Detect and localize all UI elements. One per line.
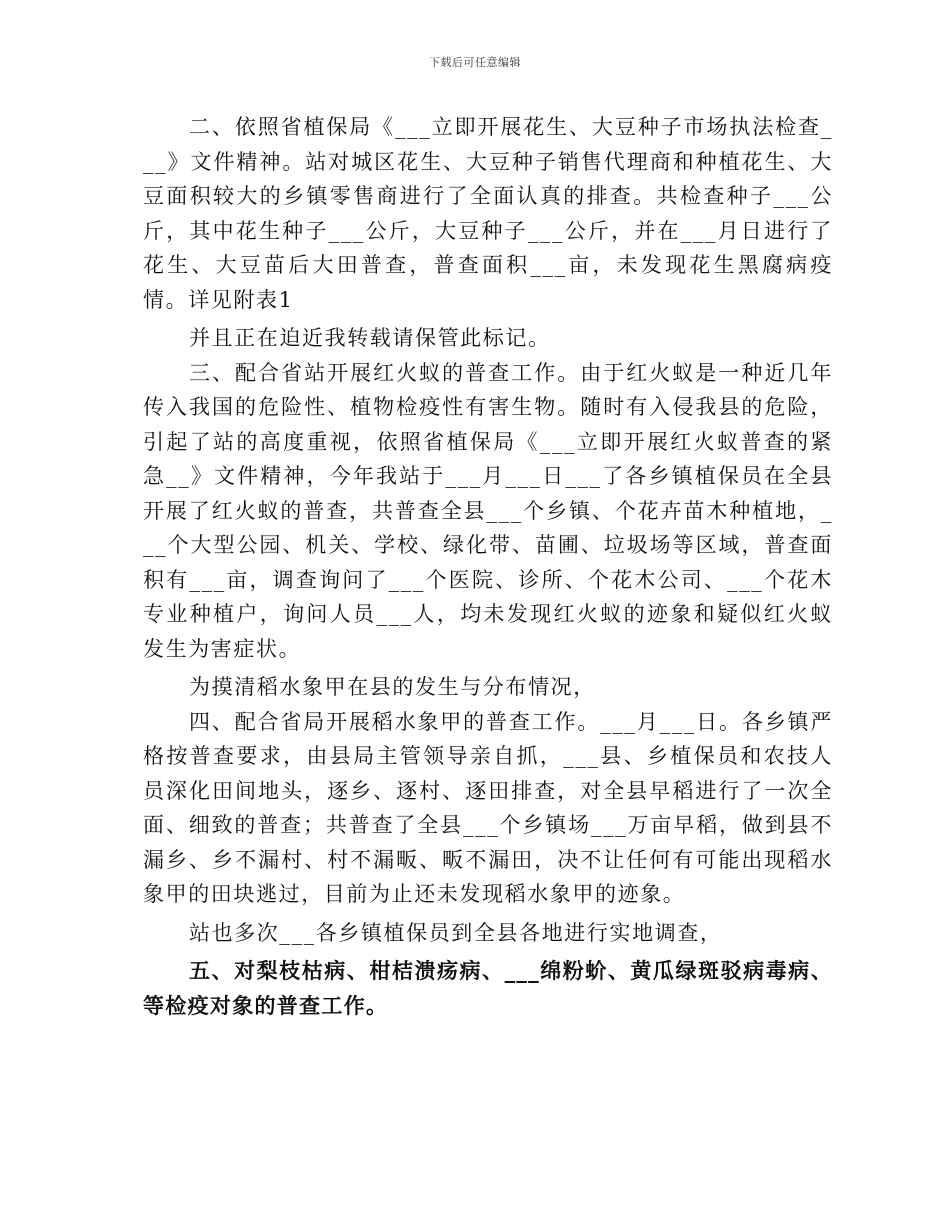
- paragraph-section-five-heading: 五、对梨枝枯病、柑桔溃疡病、___绵粉蚧、黄瓜绿斑驳病毒病、等检疫对象的普查工作。: [143, 958, 833, 1018]
- paragraph-section-four: 四、配合省局开展稻水象甲的普查工作。___月___日。各乡镇严格按普查要求，由县局主管领导亲自抓，___县、乡植保员和农技人员深化田间地头，逐乡、逐村、逐田排查，对全县早稻进行了一次全面、细致的普查；共普查了全县___个乡镇场___万亩早稻，做到县不漏乡、乡不漏村、村不漏畈、畈不漏田，决不让任何有可能出现稻水象甲的田块逃过，目前为止还未发现稻水象甲的迹象。: [143, 709, 833, 906]
- page-header: 下载后可任意编辑: [429, 56, 521, 69]
- paragraph-section-two: 二、依照省植保局《___立即开展花生、大豆种子市场执法检查___》文件精神。站对城区花生、大豆种子销售代理商和种植花生、大豆面积较大的乡镇零售商进行了全面认真的排查。共检查种子___公斤，其中花生种子___公斤，大豆种子___公斤，并在___月日进行了花生、大豆苗后大田普查，普查面积___亩，未发现花生黑腐病疫情。详见附表1: [143, 115, 833, 312]
- paragraph-intro-rice-weevil: 为摸清稻水象甲在县的发生与分布情况，: [189, 675, 596, 699]
- paragraph-section-three: 三、配合省站开展红火蚁的普查工作。由于红火蚁是一种近几年传入我国的危险性、植物检疫性有害生物。随时有入侵我县的危险，引起了站的高度重视，依照省植保局《___立即开展红火蚁普查的紧急__》文件精神，今年我站于___月___日___了各乡镇植保员在全县开展了红火蚁的普查，共普查全县___个乡镇、个花卉苗木种植地，___个大型公园、机关、学校、绿化带、苗圃、垃圾场等区域，普查面积有___亩，调查询问了___个医院、诊所、个花木公司、___个花木专业种植户，询问人员___人，均未发现红火蚁的迹象和疑似红火蚁发生为害症状。: [143, 360, 833, 661]
- paragraph-field-survey: 站也多次___各乡镇植保员到全县各地进行实地调查，: [189, 920, 723, 945]
- document-body: [143, 110, 833, 1023]
- paragraph-note: 并且正在迫近我转载请保管此标记。: [189, 326, 551, 350]
